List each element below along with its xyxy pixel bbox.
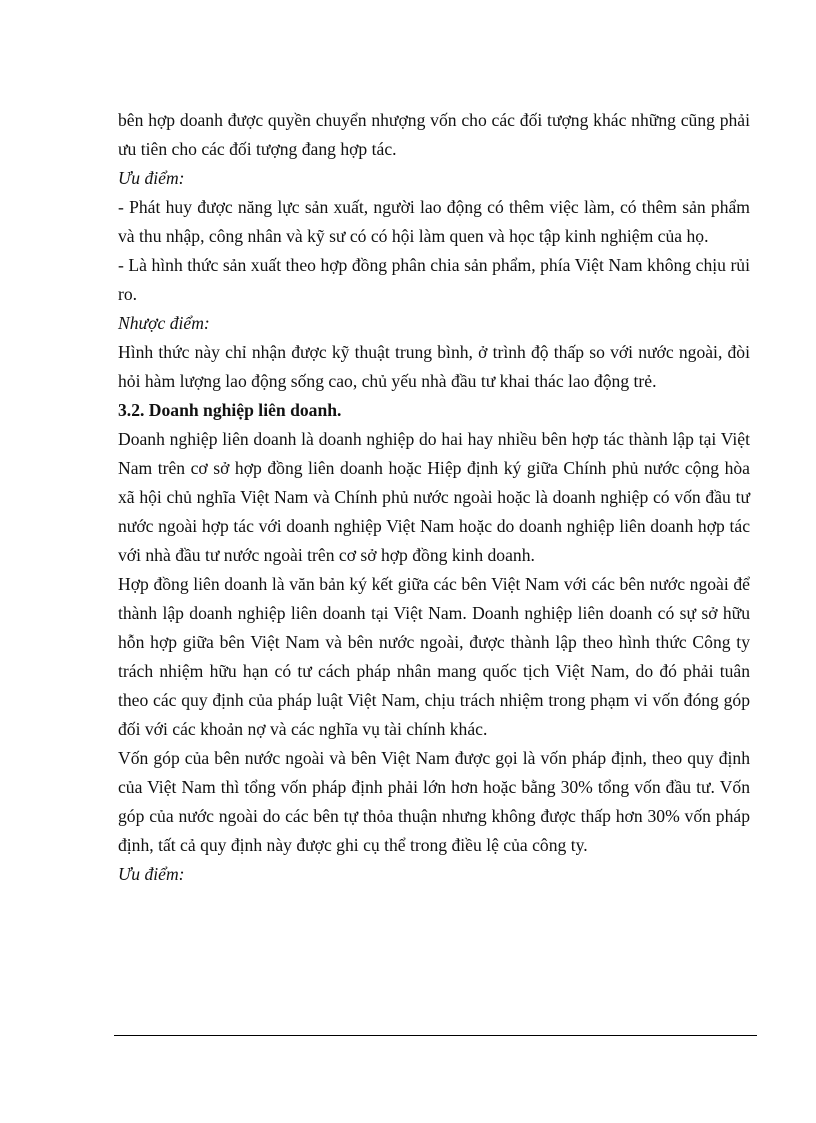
footer-divider xyxy=(114,1035,757,1036)
paragraph: Doanh nghiệp liên doanh là doanh nghiệp do hai hay nhiều bên hợp tác thành lập tại Việt Nam trên cơ sở hợp đồng liên doanh hoặc Hiệp định ký giữa Chính phủ nước cộng hòa xã hội chủ nghĩa Việt Nam và Chính phủ nước ngoài hoặc là doanh nghiệp có vốn đầu tư nước ngoài hợp tác với doanh nghiệp Việt Nam hoặc do doanh nghiệp liên doanh hợp tác với nhà đầu tư nước ngoài trên cơ sở hợp đồng kinh doanh. xyxy=(118,429,750,565)
paragraph: - Phát huy được năng lực sản xuất, người lao động có thêm việc làm, có thêm sản phẩm và thu nhập, công nhân và kỹ sư có có hội làm quen và học tập kinh nghiệm của họ. xyxy=(118,197,750,246)
section-heading: 3.2. Doanh nghiệp liên doanh. xyxy=(118,400,342,420)
document-body xyxy=(118,106,750,889)
subheading-disadvantages: Nhược điểm: xyxy=(118,313,210,333)
paragraph: Hợp đồng liên doanh là văn bản ký kết giữa các bên Việt Nam với các bên nước ngoài để thành lập doanh nghiệp liên doanh tại Việt Nam. Doanh nghiệp liên doanh có sự sở hữu hỗn hợp giữa bên Việt Nam và bên nước ngoài, được thành lập theo hình thức Công ty trách nhiệm hữu hạn có tư cách pháp nhân mang quốc tịch Việt Nam, do đó phải tuân theo các quy định của pháp luật Việt Nam, chịu trách nhiệm trong phạm vi vốn đóng góp đối với các khoản nợ và các nghĩa vụ tài chính khác. xyxy=(118,574,750,739)
paragraph: Vốn góp của bên nước ngoài và bên Việt Nam được gọi là vốn pháp định, theo quy định của Việt Nam thì tổng vốn pháp định phải lớn hơn hoặc bằng 30% tổng vốn đầu tư. Vốn góp của nước ngoài do các bên tự thỏa thuận nhưng không được thấp hơn 30% vốn pháp định, tất cả quy định này được ghi cụ thể trong điều lệ của công ty. xyxy=(118,748,750,855)
paragraph: - Là hình thức sản xuất theo hợp đồng phân chia sản phẩm, phía Việt Nam không chịu rủi ro. xyxy=(118,255,750,304)
subheading-advantages: Ưu điểm: xyxy=(118,864,185,884)
paragraph: Hình thức này chỉ nhận được kỹ thuật trung bình, ở trình độ thấp so với nước ngoài, đòi hỏi hàm lượng lao động sống cao, chủ yếu nhà đầu tư khai thác lao động trẻ. xyxy=(118,342,750,391)
subheading-advantages: Ưu điểm: xyxy=(118,168,185,188)
paragraph: bên hợp doanh được quyền chuyển nhượng vốn cho các đối tượng khác những cũng phải ưu tiên cho các đối tượng đang hợp tác. xyxy=(118,110,750,159)
